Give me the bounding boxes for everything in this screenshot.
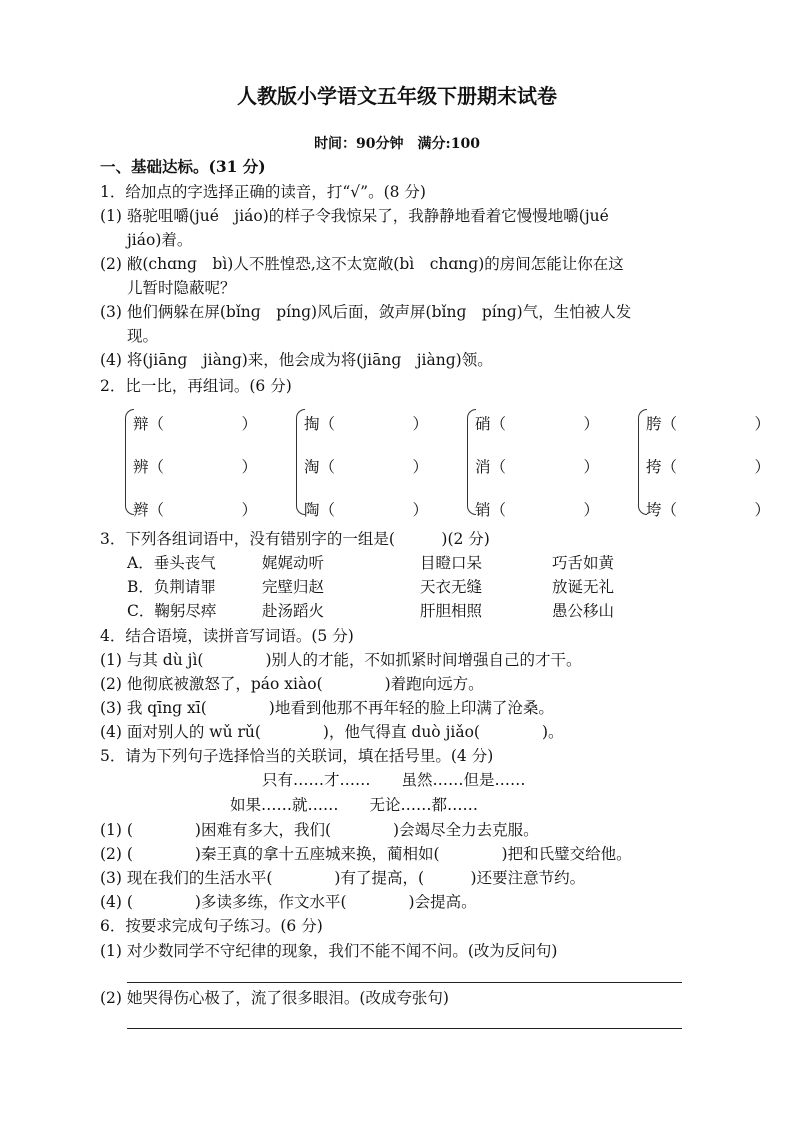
word-blank: 辨（ ） [133, 458, 258, 476]
question-3-stem: 3．下列各组词语中，没有错别字的一组是( )(2 分) [100, 530, 490, 548]
option-word: 目瞪口呆 [420, 554, 483, 572]
question-1-item: 儿暂时隐蔽呢？ [127, 279, 236, 297]
question-5-item: (2) ( )秦王真的拿十五座城来换，蔺相如( )把和氏璧交给他。 [100, 845, 632, 863]
question-5-item: (4) ( )多读多练，作文水平( )会提高。 [100, 893, 477, 911]
question-1-item: (3) 他们俩躲在屏(bǐnɡ pínɡ)风后面，敛声屏(bǐnɡ pínɡ)气，生怕被人发 [100, 303, 632, 321]
answer-line[interactable] [127, 1028, 682, 1029]
option-b-label: B．负荆请罪 [127, 578, 216, 596]
question-1-stem: 1．给加点的字选择正确的读音，打“√”。(8 分) [100, 183, 426, 201]
answer-line[interactable] [127, 982, 682, 983]
question-6-stem: 6．按要求完成句子练习。(6 分) [100, 917, 323, 935]
word-blank: 淘（ ） [304, 458, 429, 476]
option-c-label: C．鞠躬尽瘁 [127, 602, 217, 620]
question-6-item: (1) 对少数同学不守纪律的现象，我们不能不闻不问。(改为反问句) [100, 942, 558, 960]
question-1-item: (4) 将(jiānɡ jiànɡ)来，他会成为将(jiānɡ jiànɡ)领。 [100, 351, 493, 369]
question-4-item: (4) 面对别人的 wǔ rǔ( )，他气得直 duò jiǎo( )。 [100, 723, 564, 741]
question-5-item: (3) 现在我们的生活水平( )有了提高，( )还要注意节约。 [100, 869, 586, 887]
word-blank: 挎（ ） [646, 458, 771, 476]
option-word: 放诞无礼 [552, 578, 615, 596]
question-1-item: 现。 [127, 327, 159, 345]
option-word: 天衣无缝 [420, 578, 483, 596]
question-6-item: (2) 她哭得伤心极了，流了很多眼泪。(改成夸张句) [100, 989, 449, 1007]
question-5-stem: 5．请为下列句子选择恰当的关联词，填在括号里。(4 分) [100, 747, 494, 765]
word-group-3 [467, 407, 617, 517]
word-group-2 [296, 407, 446, 517]
word-blank: 硝（ ） [475, 415, 600, 433]
option-word: 巧舌如黄 [552, 554, 615, 572]
option-word: 赴汤蹈火 [262, 602, 325, 620]
section-heading: 一、基础达标。(31 分) [100, 157, 266, 176]
question-1-item: jiáo)着。 [127, 231, 193, 249]
question-2-stem: 2．比一比，再组词。(6 分) [100, 377, 292, 395]
question-4-item: (1) 与其 dù jì( )别人的才能，不如抓紧时间增强自己的才干。 [100, 651, 582, 669]
word-blank: 垮（ ） [646, 501, 771, 519]
word-blank: 消（ ） [475, 458, 600, 476]
word-blank: 掏（ ） [304, 415, 429, 433]
option-word: 肝胆相照 [420, 602, 483, 620]
option-word: 完壁归赵 [262, 578, 325, 596]
word-group-4 [638, 407, 788, 517]
question-4-item: (3) 我 qīnɡ xī( )地看到他那不再年轻的脸上印满了沧桑。 [100, 699, 554, 717]
question-5-item: (1) ( )困难有多大，我们( )会竭尽全力去克服。 [100, 821, 539, 839]
question-4-stem: 4．结合语境，读拼音写词语。(5 分) [100, 627, 354, 645]
word-blank: 辩（ ） [133, 415, 258, 433]
question-1-item: (2) 敝(chɑnɡ bì)人不胜惶恐,这不太宽敞(bì chɑnɡ)的房间怎能让你在这 [100, 255, 624, 273]
word-blank: 陶（ ） [304, 501, 429, 519]
conjunction-choices: 只有……才…… 虽然……但是…… [262, 771, 526, 789]
word-blank: 辫（ ） [133, 501, 258, 519]
exam-info: 时间：90分钟 满分:100 [314, 136, 480, 152]
option-word: 愚公移山 [552, 602, 615, 620]
question-4-item: (2) 他彻底被激怒了，páo xiào( )着跑向远方。 [100, 675, 484, 693]
word-blank: 胯（ ） [646, 415, 771, 433]
page-title: 人教版小学语文五年级下册期末试卷 [237, 84, 557, 108]
word-group-1 [125, 407, 275, 517]
conjunction-choices: 如果……就…… 无论……都…… [230, 796, 479, 814]
word-blank: 销（ ） [475, 501, 600, 519]
option-a-label: A．垂头丧气 [127, 554, 216, 572]
question-1-item: (1) 骆驼咀嚼(jué jiáo)的样子令我惊呆了，我静静地看着它慢慢地嚼(jué [100, 207, 609, 225]
option-word: 娓娓动听 [262, 554, 325, 572]
